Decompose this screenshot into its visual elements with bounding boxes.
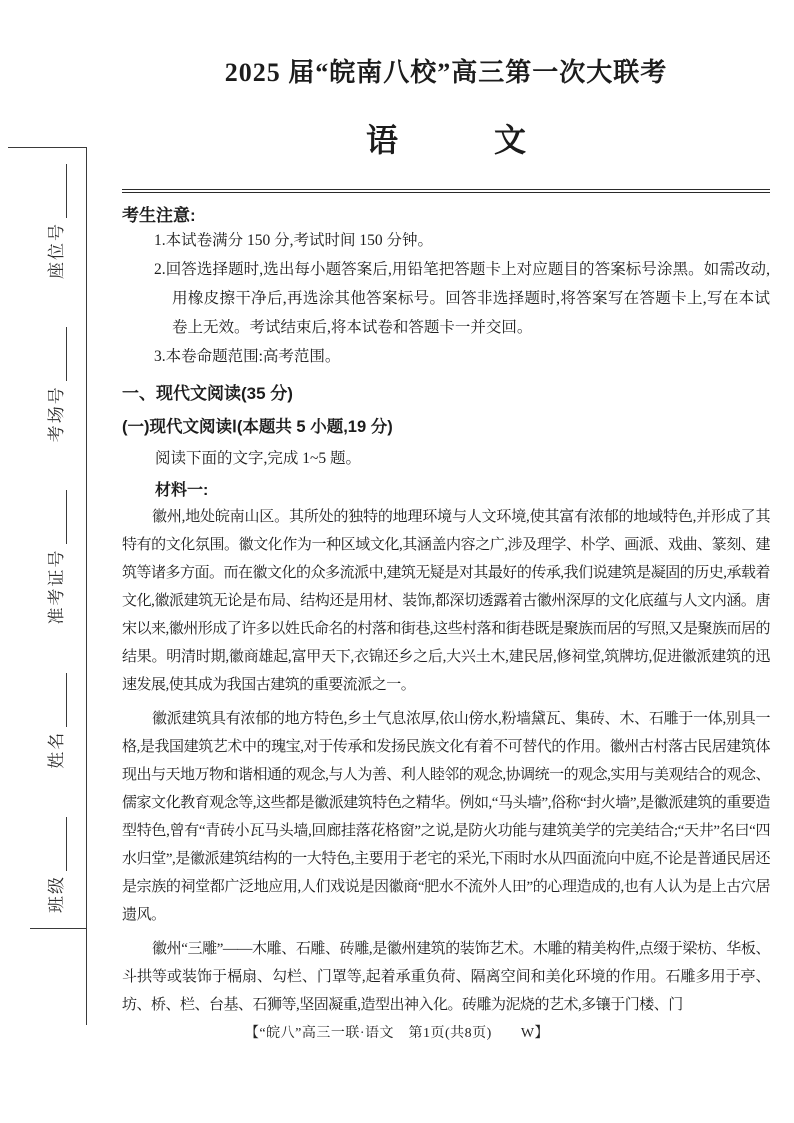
field-seat-number-blank (63, 164, 67, 218)
page-footer: 【“皖八”高三一联·语文 第1页(共8页) W】 (244, 1026, 550, 1041)
field-seat-number-label: 座位号 (47, 222, 66, 279)
reading-instruction: 阅读下面的文字,完成 1~5 题。 (155, 450, 362, 467)
field-name-label: 姓名 (47, 730, 66, 769)
notice-item-3: 3.本卷命题范围:高考范围。 (154, 348, 341, 365)
field-exam-room-label: 考场号 (47, 385, 66, 443)
field-admission-number-blank (63, 491, 67, 545)
notice-heading: 考生注意: (122, 206, 196, 225)
material-paragraph-1: 徽州,地处皖南山区。其所处的独特的地理环境与人文环境,使其富有浓郁的地域特色,并形成了其特有的文化氛围。徽文化作为一种区域文化,其涵盖内容之广,涉及理学、朴学、画派、戏曲、篆刻、建筑等诸多方面。而在徽文化的众多流派中,建筑无疑是对其最好的传承,我们说建筑是凝固的历史,承载着文化,徽派建筑无论是布局、结构还是用材、装饰,都深切透露着古徽州深厚的文化底蕴与人文内涵。唐宋以来,徽州形成了许多以姓氏命名的村落和街巷,这些村落和街巷既是聚族而居的写照,又是聚族而居的结果。明清时期,徽商雄起,富甲天下,衣锦还乡之后,大兴土木,建民居,修祠堂,筑牌坊,促进徽派建筑的迅速发展,使其成为我国古建筑的重要流派之一。 (122, 509, 770, 693)
field-name-blank (63, 673, 67, 727)
header-divider (122, 189, 770, 193)
subject-title: 语 文 (365, 122, 526, 158)
seal-line-vertical (86, 147, 87, 1025)
student-info-fields (42, 150, 67, 1025)
field-seat-number (42, 164, 67, 279)
field-exam-room-blank (63, 327, 67, 381)
field-class-blank (63, 817, 67, 871)
field-admission-number (42, 491, 67, 625)
subsection-heading-reading-1: (一)现代文阅读Ⅰ(本题共 5 小题,19 分) (122, 418, 393, 436)
field-class (42, 817, 67, 913)
field-name (42, 673, 67, 769)
field-admission-number-label: 准考证号 (47, 548, 66, 625)
notice-item-1: 1.本试卷满分 150 分,考试时间 150 分钟。 (154, 232, 434, 249)
notice-item-2: 2.回答选择题时,选出每小题答案后,用铅笔把答题卡上对应题目的答案标号涂黑。如需改动,用橡皮擦干净后,再选涂其他答案标号。回答非选择题时,将答案写在答题卡上,写在本试卷上无效。考试结束后,将本试卷和答题卡一并交回。 (154, 261, 770, 336)
material-paragraph-3: 徽州“三雕”——木雕、石雕、砖雕,是徽州建筑的装饰艺术。木雕的精美构件,点缀于梁枋、华板、斗拱等或装饰于槅扇、勾栏、门罩等,起着承重负荷、隔离空间和美化环境的作用。石雕多用于亭、坊、桥、栏、台基、石狮等,坚固凝重,造型出神入化。砖雕为泥烧的艺术,多镶于门楼、门 (122, 941, 770, 1013)
material-paragraph-2: 徽派建筑具有浓郁的地方特色,乡土气息浓厚,依山傍水,粉墙黛瓦、集砖、木、石雕于一体,别具一格,是我国建筑艺术中的瑰宝,对于传承和发扬民族文化有着不可替代的作用。徽州古村落古民居建筑体现出与天地万物和谐相通的观念,与人为善、利人睦邻的观念,协调统一的观念,实用与美观结合的观念、儒家文化教育观念等,这些都是徽派建筑特色之精华。例如,“马头墙”,俗称“封火墙”,是徽派建筑的重要造型特色,曾有“青砖小瓦马头墙,回廊挂落花格窗”之说,是防火功能与建筑美学的完美结合;“天井”名曰“四水归堂”,是徽派建筑结构的一大特色,主要用于老宅的采光,下雨时水从四面流向中庭,不论是普通民居还是宗族的祠堂都广泛地应用,人们戏说是因徽商“肥水不流外人田”的心理造成的,也有人认为是上古穴居遗风。 (122, 711, 770, 923)
field-class-label: 班级 (47, 875, 66, 913)
exam-title: 2025 届“皖南八校”高三第一次大联考 (224, 58, 668, 87)
section-heading-modern-reading: 一、现代文阅读(35 分) (122, 384, 293, 403)
seal-line-top (8, 147, 86, 148)
main-content (122, 0, 770, 1025)
examinee-notice (122, 201, 770, 371)
field-exam-room (42, 327, 67, 442)
material-one-label: 材料一: (155, 482, 209, 499)
